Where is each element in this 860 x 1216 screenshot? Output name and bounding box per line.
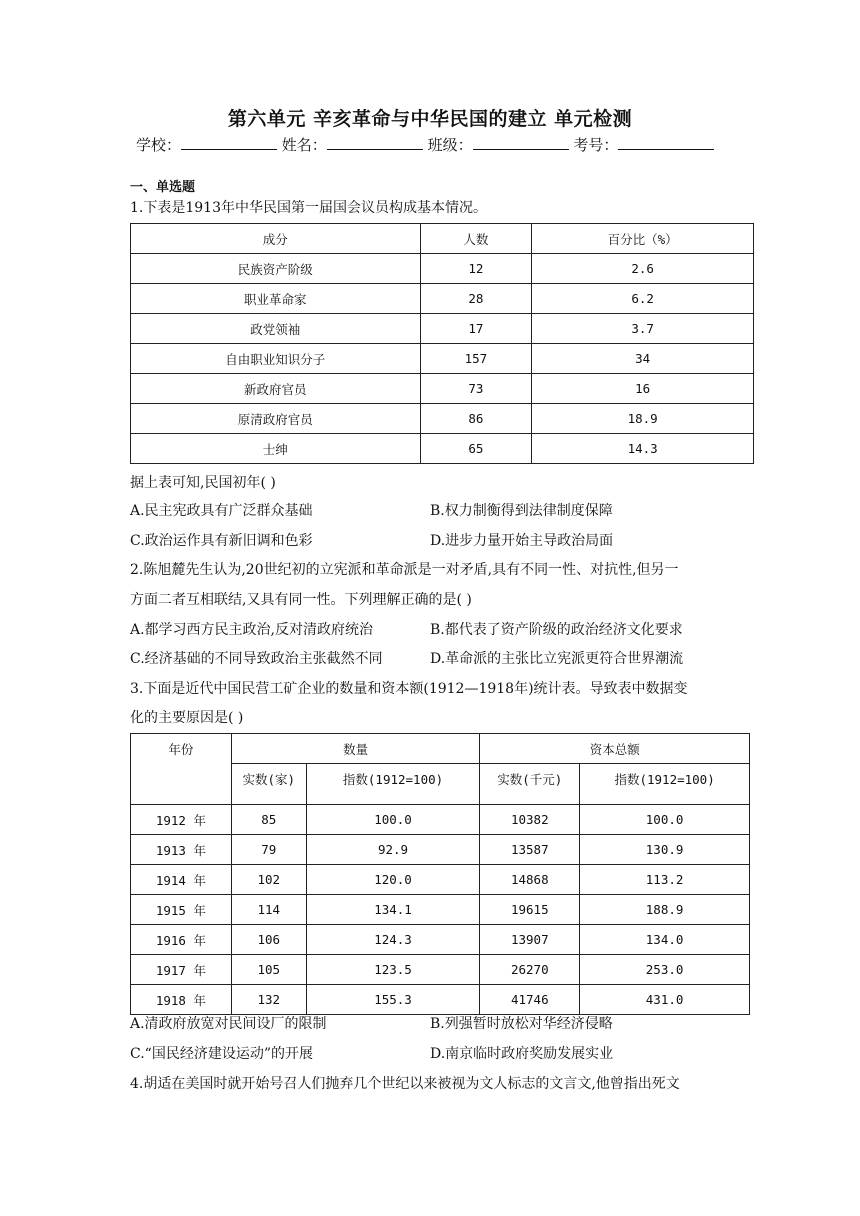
table-row [131,434,754,464]
table-header-cell: 实数(家) [231,764,306,805]
q2-option-a[interactable]: A.都学习西方民主政治,反对清政府统治 [130,622,374,638]
table-cell: 13907 [480,925,580,955]
table-cell: 114 [231,895,306,925]
q2-stem-line1: 2.陈旭麓先生认为,20世纪初的立宪派和革命派是一对矛盾,具有不同一性、对抗性,但另一 [130,562,679,578]
table-cell: 100.0 [306,805,480,835]
q4-stem-line1: 4.胡适在美国时就开始号召人们抛弃几个世纪以来被视为文人标志的文言文,他曾指出死文 [130,1076,680,1092]
table-cell: 105 [231,955,306,985]
table-cell: 253.0 [580,955,750,985]
q1-stem: 1.下表是1913年中华民国第一届国会议员构成基本情况。 [130,200,487,216]
table-cell: 106 [231,925,306,955]
table-header-cell: 指数(1912=100) [306,764,480,805]
table-cell: 10382 [480,805,580,835]
table-cell: 14868 [480,865,580,895]
table-cell: 65 [420,434,532,464]
table-cell: 自由职业知识分子 [131,344,421,374]
q3-table [130,733,750,1015]
q3-option-d[interactable]: D.南京临时政府奖励发展实业 [430,1046,614,1062]
table-cell: 1913 年 [131,835,232,865]
table-header-cell: 实数(千元) [480,764,580,805]
table-row [131,865,750,895]
table-cell: 134.0 [580,925,750,955]
table-cell: 34 [532,344,754,374]
table-cell: 2.6 [532,254,754,284]
table-cell: 132 [231,985,306,1015]
table-cell: 16 [532,374,754,404]
table-cell: 原清政府官员 [131,404,421,434]
q1-option-d[interactable]: D.进步力量开始主导政治局面 [430,533,614,549]
q3-option-c[interactable]: C.“国民经济建设运动”的开展 [130,1046,313,1062]
q3-option-a[interactable]: A.清政府放宽对民间设厂的限制 [130,1016,327,1032]
table-cell: 政党领袖 [131,314,421,344]
q3-stem-line2: 化的主要原因是( ) [130,710,244,726]
table-header-row [131,734,750,764]
table-cell: 职业革命家 [131,284,421,314]
class-label: 班级： [427,136,473,154]
school-label: 学校： [136,136,182,154]
table-cell: 民族资产阶级 [131,254,421,284]
table-row [131,895,750,925]
table-cell: 18.9 [532,404,754,434]
table-cell: 188.9 [580,895,750,925]
table-cell: 1918 年 [131,985,232,1015]
table-row [131,985,750,1015]
table-cell: 17 [420,314,532,344]
table-cell: 86 [420,404,532,434]
school-blank[interactable] [181,135,277,150]
table-cell: 3.7 [532,314,754,344]
table-row [131,835,750,865]
page-title: 第六单元 辛亥革命与中华民国的建立 单元检测 [227,108,633,130]
table-cell: 431.0 [580,985,750,1015]
table-cell: 120.0 [306,865,480,895]
section-heading: 一、单选题 [130,180,196,195]
table-row [131,925,750,955]
table-cell: 士绅 [131,434,421,464]
q1-question: 据上表可知,民国初年( ) [130,475,276,491]
table-row [131,374,754,404]
table-cell: 14.3 [532,434,754,464]
number-label: 考号： [573,136,619,154]
table-cell: 1914 年 [131,865,232,895]
table-cell: 113.2 [580,865,750,895]
table-cell: 123.5 [306,955,480,985]
name-blank[interactable] [327,135,423,150]
table-cell: 12 [420,254,532,284]
table-cell: 85 [231,805,306,835]
table-cell: 100.0 [580,805,750,835]
table-cell: 41746 [480,985,580,1015]
name-label: 姓名： [281,136,327,154]
table-cell: 6.2 [532,284,754,314]
table-row [131,284,754,314]
number-blank[interactable] [618,135,714,150]
q2-stem-line2: 方面二者互相联结,又具有同一性。下列理解正确的是( ) [130,592,472,608]
table-cell: 1917 年 [131,955,232,985]
table-cell: 134.1 [306,895,480,925]
table-cell: 155.3 [306,985,480,1015]
q2-option-b[interactable]: B.都代表了资产阶级的政治经济文化要求 [430,622,683,638]
q2-option-d[interactable]: D.革命派的主张比立宪派更符合世界潮流 [430,651,684,667]
table-cell: 124.3 [306,925,480,955]
table-cell: 92.9 [306,835,480,865]
table-header-cell: 百分比（%） [532,224,754,254]
table-header-row [131,224,754,254]
table-cell: 28 [420,284,532,314]
table-cell: 1915 年 [131,895,232,925]
table-header-cell: 指数(1912=100) [580,764,750,805]
table-row [131,404,754,434]
table-row [131,805,750,835]
table-cell: 1916 年 [131,925,232,955]
table-header-cell: 成分 [131,224,421,254]
table-cell: 130.9 [580,835,750,865]
table-row [131,314,754,344]
table-cell: 13587 [480,835,580,865]
table-header-cell: 人数 [420,224,532,254]
table-cell: 73 [420,374,532,404]
table-cell: 新政府官员 [131,374,421,404]
table-header-cell: 资本总额 [480,734,750,764]
table-cell: 157 [420,344,532,374]
table-header-cell: 年份 [131,734,232,805]
table-cell: 19615 [480,895,580,925]
table-header-cell: 数量 [231,734,480,764]
class-blank[interactable] [473,135,569,150]
table-cell: 26270 [480,955,580,985]
q1-option-a[interactable]: A.民主宪政具有广泛群众基础 [130,503,313,519]
table-cell: 1912 年 [131,805,232,835]
table-cell: 79 [231,835,306,865]
q1-option-b[interactable]: B.权力制衡得到法律制度保障 [430,503,613,519]
q1-table [130,223,754,464]
table-row [131,344,754,374]
table-row [131,254,754,284]
q2-option-c[interactable]: C.经济基础的不同导致政治主张截然不同 [130,651,383,667]
table-cell: 102 [231,865,306,895]
q1-option-c[interactable]: C.政治运作具有新旧调和色彩 [130,533,313,549]
table-row [131,955,750,985]
q3-stem-line1: 3.下面是近代中国民营工矿企业的数量和资本额(1912—1918年)统计表。导致表中数据变 [130,681,688,697]
student-info-line [136,134,714,155]
q3-option-b[interactable]: B.列强暂时放松对华经济侵略 [430,1016,613,1032]
